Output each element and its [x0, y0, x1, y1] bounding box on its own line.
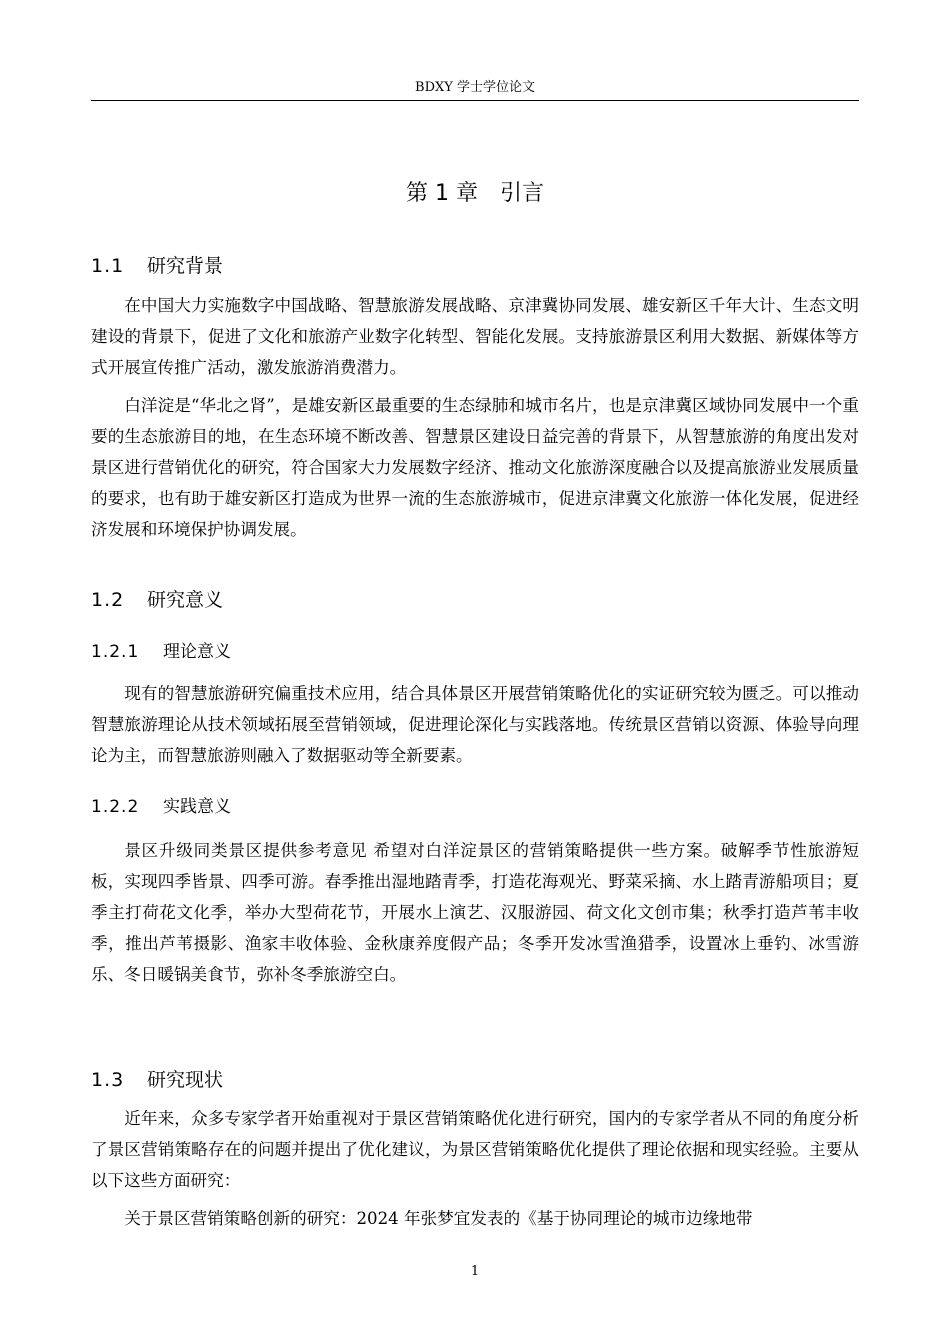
subsection-title: 理论意义: [163, 642, 231, 662]
paragraph-background-2: 白洋淀是“华北之肾”，是雄安新区最重要的生态绿肺和城市名片，也是京津冀区域协同发展中一个重要的生态旅游目的地，在生态环境不断改善、智慧景区建设日益完善的背景下，从智慧旅游的角度出发对景区进行营销优化的研究，符合国家大力发展数字经济、推动文化旅游深度融合以及提高旅游业发展质量的要求，也有助于雄安新区打造成为世界一流的生态旅游城市，促进京津冀文化旅游一体化发展，促进经济发展和环境保护协调发展。: [91, 396, 859, 539]
section-number: 1.3: [91, 1069, 125, 1091]
section-title: 研究现状: [147, 1069, 224, 1091]
paragraph-status-innovation: 关于景区营销策略创新的研究：2024 年张梦宜发表的《基于协同理论的城市边缘地带: [124, 1209, 753, 1228]
paragraph-background-1: 在中国大力实施数字中国战略、智慧旅游发展战略、京津冀协同发展、雄安新区千年大计、生态文明建设的背景下，促进了文化和旅游产业数字化转型、智能化发展。支持旅游景区利用大数据、新媒体等方式开展宣传推广活动，激发旅游消费潜力。: [91, 296, 859, 377]
subsection-title: 实践意义: [163, 797, 231, 817]
chapter-number: 第 1 章: [406, 181, 478, 206]
paragraph-theory: 现有的智慧旅游研究偏重技术应用，结合具体景区开展营销策略优化的实证研究较为匮乏。可以推动智慧旅游理论从技术领域拓展至营销领域，促进理论深化与实践落地。传统景区营销以资源、体验导向理论为主，而智慧旅游则融入了数据驱动等全新要素。: [91, 684, 859, 765]
section-title: 研究背景: [147, 255, 224, 277]
section-title: 研究意义: [147, 589, 224, 611]
section-number: 1.1: [91, 255, 125, 277]
subsection-number: 1.2.2: [91, 797, 140, 817]
paragraph-status-intro: 近年来，众多专家学者开始重视对于景区营销策略优化进行研究，国内的专家学者从不同的角度分析了景区营销策略存在的问题并提出了优化建议，为景区营销策略优化提供了理论依据和现实经验。主要从以下这些方面研究：: [91, 1109, 859, 1190]
section-heading-1-2: [91, 585, 223, 615]
paragraph-practice: 景区升级同类景区提供参考意见 希望对白洋淀景区的营销策略提供一些方案。破解季节性旅游短板，实现四季皆景、四季可游。春季推出湿地踏青季，打造花海观光、野菜采摘、水上踏青游船项目；夏季主打荷花文化季，举办大型荷花节，开展水上演艺、汉服游园、荷文化文创市集；秋季打造芦苇丰收季，推出芦苇摄影、渔家丰收体验、金秋康养度假产品；冬季开发冰雪渔猎季，设置冰上垂钓、冰雪游乐、冬日暖锅美食节，弥补冬季旅游空白。: [91, 841, 859, 984]
running-header: BDXY 学士学位论文: [91, 78, 859, 101]
page-number: 1: [470, 1264, 480, 1279]
subsection-number: 1.2.1: [91, 642, 140, 662]
section-heading-1-3: [91, 1065, 223, 1095]
subsection-heading-1-2-1: [91, 638, 231, 666]
section-number: 1.2: [91, 589, 125, 611]
chapter-name: 引言: [499, 181, 544, 206]
chapter-title: [91, 177, 859, 211]
subsection-heading-1-2-2: [91, 793, 231, 821]
section-heading-1-1: [91, 251, 223, 281]
